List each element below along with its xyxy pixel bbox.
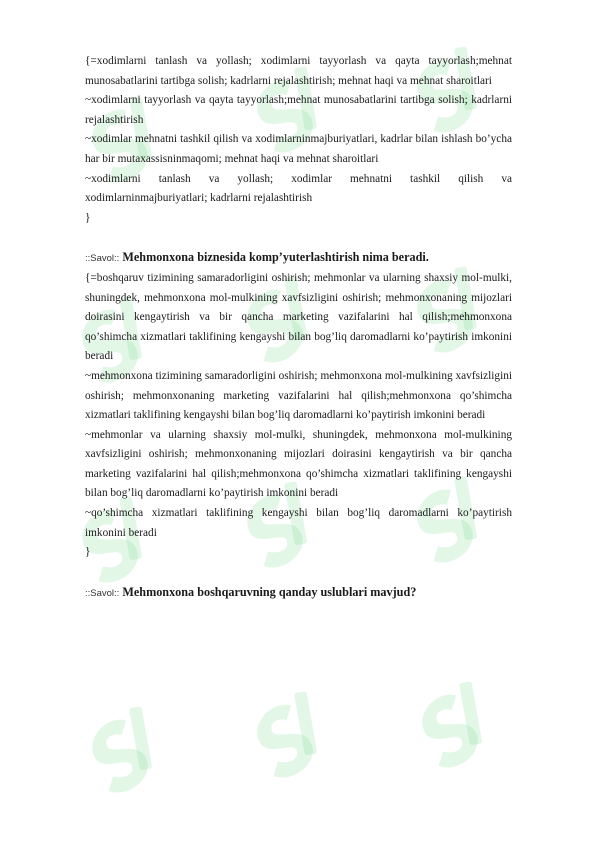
spacer (85, 228, 512, 247)
document-body (85, 52, 512, 603)
question-text: Mehmonxona biznesida komp’yuterlashtirish nima beradi. (119, 250, 429, 265)
question-prefix: ::Savol:: (85, 253, 120, 265)
answer-option: ~xodimlarni tayyorlash va qayta tayyorlash;mehnat munosabatlarini tartibga solish; kadrlarni rejalashtirish (85, 94, 512, 126)
watermark-s-icon (244, 688, 339, 784)
question-prefix: ::Savol:: (85, 587, 120, 599)
answer-option: ~mehmonxona tizimining samaradorligini oshirish; mehmonxona mol-mulkining xavfsizligini oshirish; mehmonxonaning marketing vazifalarini hal qilish;mehmonxona qo’shimcha xizmatlari taklifining kengayshi bilan bog’liq daromadlarni ko’paytirish imkonini beradi (85, 369, 512, 422)
closing-brace: } (85, 211, 91, 224)
question-text: Mehmonxona boshqaruvning qanday uslublari mavjud? (119, 584, 417, 599)
answer-option: {=xodimlarni tanlash va yollash; xodimlarni tayyorlash va qayta tayyorlash;mehnat munosabatlarini tartibga solish; kadrlarni rejalashtirish; mehnat haqi va mehnat sharoitlari (85, 55, 512, 87)
answer-option: ~xodimlar mehnatni tashkil qilish va xodimlarninmajburiyatlari, kadrlar bilan ishlash bo’ycha har bir mutaxassisninmaqomi; mehnat haqi va mehnat sharoitlari (85, 133, 512, 165)
question-heading (85, 582, 512, 604)
watermark-s-icon (79, 703, 174, 799)
spacer (85, 563, 512, 582)
question-heading (85, 247, 512, 269)
answer-option: ~mehmonlar va ularning shaxsiy mol-mulki, shuningdek, mehmonxona mol-mulkining xavfsizligini oshirish; mehmonxonaning mijozlari doirasini kengaytirish va bir qancha marketing vazifalarini hal qilish;mehmonxona qo’shimcha xizmatlari taklifining kengayshi bilan bog’liq daromadlarni ko’paytirish imkonini beradi (85, 428, 512, 500)
answer-option: {=boshqaruv tizimining samaradorligini oshirish; mehmonlar va ularning shaxsiy mol-mulki, shuningdek, mehmonxona mol-mulkining xavfsizligini oshirish; mehmonxonaning mijozlari doirasini kengaytirish va bir qancha marketing vazifalarini hal qilish;mehmonxona qo’shimcha xizmatlari taklifining kengayshi bilan bog’liq daromadlarni ko’paytirish imkonini beradi (85, 271, 512, 363)
watermark-s-icon (409, 678, 504, 774)
closing-brace: } (85, 546, 91, 559)
answer-option: ~xodimlarni tanlash va yollash; xodimlar mehnatni tashkil qilish va xodimlarninmajburiyatlari; kadrlarni rejalashtirish (85, 172, 512, 205)
answer-option: ~qo’shimcha xizmatlari taklifining kengayshi bilan bog’liq daromadlarni ko’paytirish imkonini beradi (85, 507, 512, 539)
